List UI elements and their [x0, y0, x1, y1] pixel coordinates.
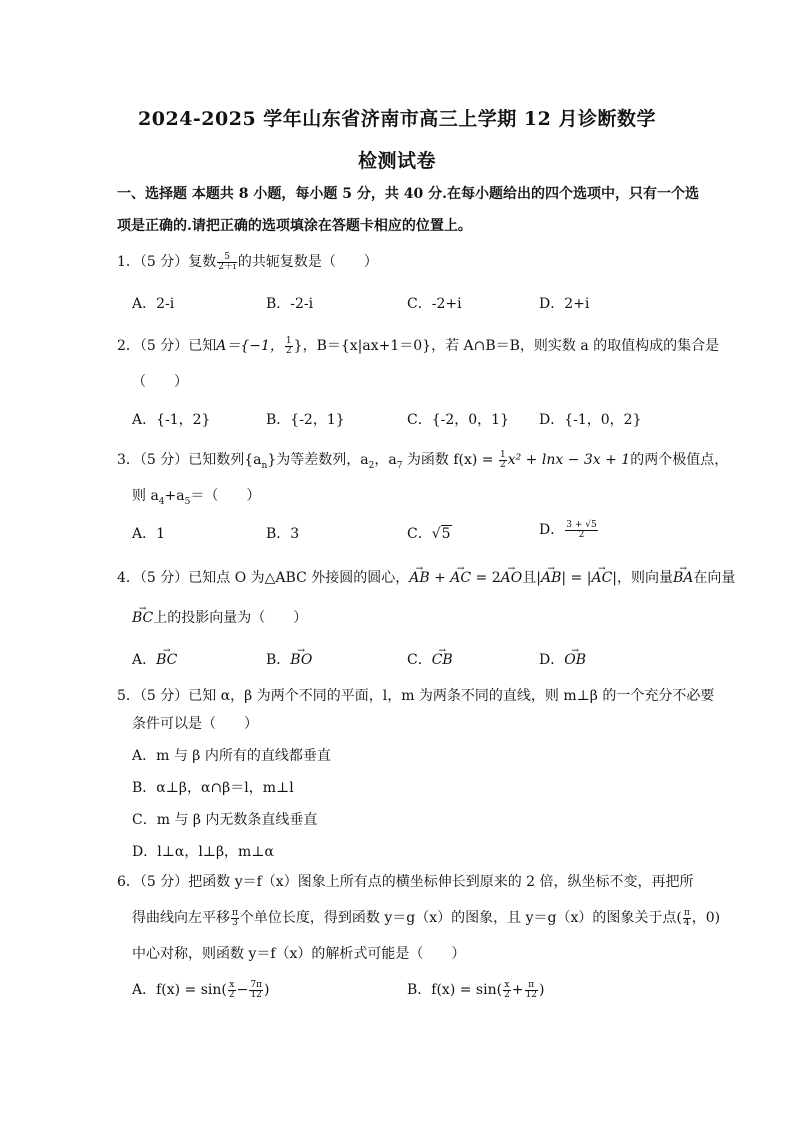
q6-a-frac2-den: 12: [250, 989, 262, 1000]
q4-stem: [117, 568, 735, 588]
q1-fraction-num: 5: [217, 253, 237, 263]
q4-option-d: [539, 650, 586, 670]
q5-option-d: D．l⊥α，l⊥β，m⊥α: [132, 844, 274, 860]
q3-function: 为函数 f(x) =: [402, 452, 498, 468]
q3-option-d-fraction: [565, 521, 597, 540]
q3-f-num: 1: [499, 449, 506, 460]
q1-option-a: A．2-i: [132, 296, 175, 312]
q2-option-b: B．{-2，1}: [266, 412, 345, 428]
q3-stem-a: 3．（5 分）已知数列{a: [117, 452, 262, 468]
q4-option-a: [132, 650, 177, 670]
q3-option-b: B．3: [266, 526, 300, 542]
q2-half-num: 1: [285, 335, 292, 346]
q4-option-d-label: D．: [539, 652, 565, 668]
q3-sqrt-radicand: 5: [441, 526, 451, 542]
q6-line2-c: ，0): [691, 910, 721, 926]
q3-stem-e: 的两个极值点，: [630, 452, 729, 468]
q3-function-tail: x² + lnx − 3x + 1: [507, 452, 631, 468]
q2-stem: [117, 336, 719, 356]
q4-option-b: [266, 650, 312, 670]
q3-option-d-num: 3 + √5: [566, 519, 597, 530]
q6-option-b-plus: +: [511, 982, 524, 998]
q4-option-b-vector: → BO: [290, 650, 312, 670]
q3-option-d: [539, 520, 599, 540]
q4-option-c-label: C．: [407, 652, 432, 668]
q3-stem-c: ，a: [374, 452, 397, 468]
q4-option-b-label: B．: [266, 652, 291, 668]
exam-title-line2: 检测试卷: [357, 150, 436, 172]
q3-sub-n: n: [261, 460, 268, 471]
q3-option-a: A．1: [132, 526, 166, 542]
q2-answer-blank: （ ）: [132, 374, 188, 390]
q6-option-b-close: ): [538, 982, 545, 998]
q4-vector-ac-abs: → AC: [591, 568, 612, 588]
q4-and: 且|: [522, 570, 541, 586]
q5-stem-line1: 5．（5 分）已知 α，β 为两个不同的平面，l，m 为两条不同的直线，则 m⊥β 的一个充分不必要: [117, 688, 715, 704]
q6-a-frac1-num: x: [229, 979, 235, 990]
q4-plus: +: [429, 570, 451, 586]
q2-half-den: 2: [285, 345, 292, 356]
q5-option-b: B．α⊥β，α∩β＝l，m⊥l: [132, 780, 294, 796]
q6-b-frac1-den: 2: [504, 989, 510, 1000]
q6-b-frac2-den: 12: [525, 989, 537, 1000]
q4-stem-c: 在向量: [693, 570, 736, 586]
q3-option-c: [407, 524, 452, 544]
q6-stem-line2: [132, 908, 720, 928]
q1-stem-text: 1．（5 分）复数: [117, 254, 217, 270]
q4-vector-bc: → BC: [132, 608, 153, 628]
q4-stem-line2: [132, 608, 307, 628]
q5-option-a: A．m 与 β 内所有的直线都垂直: [132, 748, 331, 764]
q6-option-a: [132, 980, 269, 1000]
q3-option-d-den: 2: [578, 529, 585, 540]
q6-option-a-head: A．f(x) = sin(: [132, 982, 227, 998]
q3-sub-2: 2: [368, 460, 375, 471]
q5-option-c: C．m 与 β 内无数条直线垂直: [132, 812, 318, 828]
q4-eq: = 2: [471, 570, 501, 586]
q4-vector-ba: → BA: [673, 568, 693, 588]
q1-option-d: D．2+i: [539, 296, 590, 312]
q1-option-b: B．-2-i: [266, 296, 314, 312]
q3-sub-7: 7: [396, 460, 403, 471]
q4-stem-b: |，则向量: [612, 570, 673, 586]
q4-line2-text: 上的投影向量为（ ）: [153, 610, 308, 626]
q4-option-c-vector: → CB: [432, 650, 453, 670]
q2-set-a: A＝{−1，: [216, 338, 284, 354]
q6-a-frac2-num: 7π: [250, 979, 263, 990]
q3-line2-c: ＝（ ）: [190, 488, 261, 504]
q6-stem-line1: 6．（5 分）把函数 y＝f（x）图象上所有点的横坐标伸长到原来的 2 倍，纵坐标不变，再把所: [117, 874, 694, 890]
q3-f-den: 2: [499, 459, 506, 470]
q3-sub-4: 4: [158, 496, 165, 507]
q4-vector-ab: → AB: [409, 568, 429, 588]
q2-option-d: D．{-1，0，2}: [539, 412, 642, 428]
q4-option-c: [407, 650, 453, 670]
q2-half-fraction: [285, 337, 293, 356]
q4-vector-ab-abs: → AB: [541, 568, 561, 588]
q6-pi3-num: π: [232, 907, 238, 918]
q6-option-b-frac2: [525, 981, 538, 1000]
q5-stem-line2: 条件可以是（ ）: [132, 716, 258, 732]
q3-stem-line2: [132, 486, 260, 512]
q4-vector-ac: → AC: [450, 568, 471, 588]
q3-sqrt: √5: [431, 526, 451, 542]
q1-option-c: C．-2+i: [407, 296, 462, 312]
section-instructions-line1: 一、选择题 本题共 8 小题，每小题 5 分，共 40 分.在每小题给出的四个选项中，只有一个选: [117, 186, 699, 202]
q6-option-a-frac1: [228, 981, 236, 1000]
q6-b-frac1-num: x: [504, 979, 510, 990]
q6-option-b-head: B．f(x) = sin(: [407, 982, 503, 998]
q1-stem: [117, 252, 378, 272]
exam-title-line1: 2024-2025 学年山东省济南市高三上学期 12 月诊断数学: [138, 108, 656, 130]
q6-option-a-frac2: [249, 981, 263, 1000]
q6-pi4-num: π: [683, 907, 690, 918]
q6-option-a-close: ): [264, 982, 270, 998]
q6-a-frac1-den: 2: [228, 989, 235, 1000]
q3-line2-a: 则 a: [132, 488, 159, 504]
q3-stem-b: }为等差数列，a: [267, 452, 369, 468]
q1-stem-tail: 的共轭复数是（ ）: [237, 254, 378, 270]
q6-pi4-den: 4: [683, 917, 690, 928]
q6-b-frac2-num: π: [525, 981, 538, 991]
q2-stem-text: 2．（5 分）已知: [117, 338, 217, 354]
q2-stem-tail: }，B＝{x|ax+1＝0}，若 A∩B＝B，则实数 a 的取值构成的集合是: [293, 338, 720, 354]
section-instructions-line2: 项是正确的.请把正确的选项填涂在答题卡相应的位置上。: [117, 218, 472, 234]
q3-sub-5: 5: [184, 496, 191, 507]
q6-stem-line3: 中心对称，则函数 y＝f（x）的解析式可能是（ ）: [132, 946, 466, 962]
q4-vector-ao: → AO: [501, 568, 523, 588]
q6-option-b: [407, 980, 544, 1000]
q4-mid: | = |: [561, 570, 592, 586]
q3-line2-b: +a: [164, 488, 185, 504]
q6-option-b-frac1: [503, 981, 511, 1000]
q4-stem-a: 4．（5 分）已知点 O 为△ABC 外接圆的圆心，: [117, 570, 410, 586]
q4-option-a-label: A．: [132, 652, 157, 668]
q2-option-a: A．{-1，2}: [132, 412, 211, 428]
q4-option-d-vector: → OB: [564, 650, 586, 670]
q3-function-fraction: [499, 451, 507, 470]
q6-pi-over-4: [683, 909, 691, 928]
q1-fraction-den: 2＋i: [218, 261, 236, 272]
q3-option-c-label: C．: [407, 526, 432, 542]
q6-option-a-minus: −: [236, 982, 249, 998]
q4-option-a-vector: → BC: [156, 650, 177, 670]
q6-pi-over-3: [231, 909, 239, 928]
q2-option-c: C．{-2，0，1}: [407, 412, 509, 428]
q3-stem: [117, 450, 728, 476]
q1-fraction: [217, 253, 237, 272]
q6-pi3-den: 3: [232, 917, 238, 928]
q3-option-d-label: D．: [539, 522, 565, 538]
q6-line2-b: 个单位长度，得到函数 y＝g（x）的图象，且 y＝g（x）的图象关于点(: [239, 910, 682, 926]
q6-line2-a: 得曲线向左平移: [132, 910, 230, 926]
